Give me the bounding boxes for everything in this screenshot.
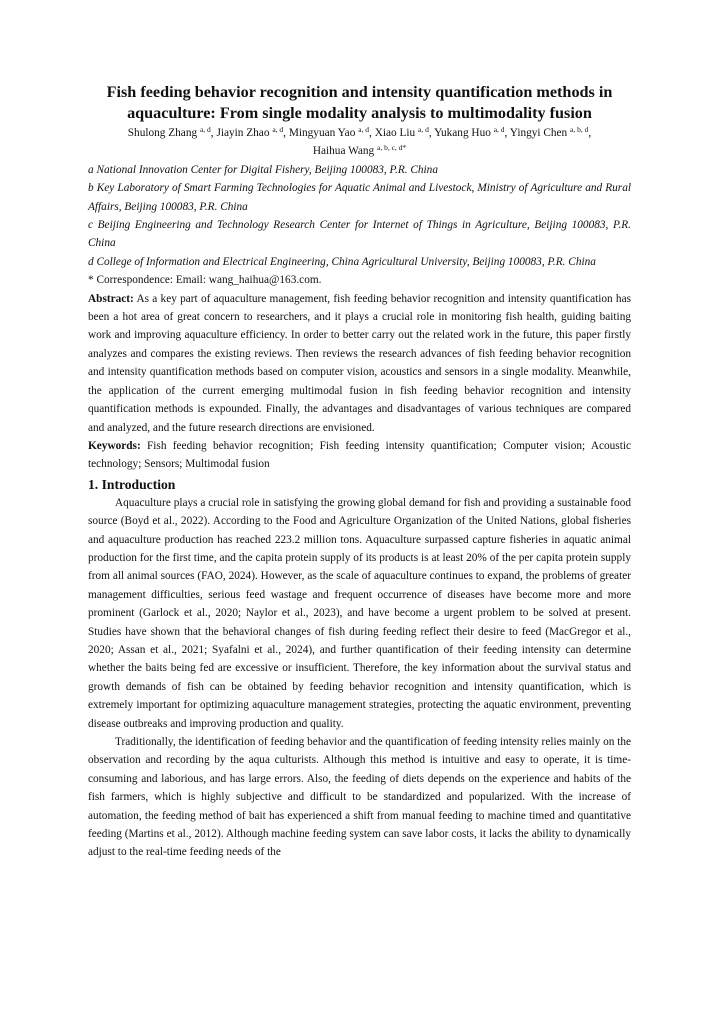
body-paragraph: Traditionally, the identification of feeding behavior and the quantification of feeding intensity relies mainly on the observation and recording by the aqua culturists. Although this method is intuitive and easy to operate, it is time-consuming and laborious, and has large errors. Also, the feeding of diets depends on the experience and habits of the fish farmers, which is highly subjective and difficult to be standardized and popularized. With the increase of automation, the feeding method of bait has experienced a shift from manual feeding to machine timed and quantitative feeding (Martins et al., 2012). Although machine feeding system can save labor costs, it lacks the ability to dynamically adjust to the real-time feeding needs of the bbox=[88, 736, 631, 859]
author: Jiayin Zhao $^{a, d}$, bbox=[216, 125, 289, 139]
body-paragraph: Aquaculture plays a crucial role in satisfying the growing global demand for fish and providing a sustainable food source (Boyd et al., 2022). According to the Food and Agriculture Organization of the United Nations, global fisheries and aquaculture production has reached 223.2 million tons. Aquaculture surpassed capture fisheries in aquatic animal production for the first time, and the capita protein supply of its products is at least 20% of the per capita protein supply from all animal sources (FAO, 2024). However, as the scale of aquaculture continues to expand, the problems of greater management difficulties, serious feed wastage and frequent occurrence of diseases have become more and more prominent (Garlock et al., 2020; Naylor et al., 2023), and have become a urgent problem to be solved at present. Studies have shown that the behavioral changes of fish during feeding reflect their desire to feed (MacGregor et al., 2020; Assan et al., 2021; Syafalni et al., 2024), and further quantification of their feeding intensity can determine whether the baits being fed are excessive or insufficient. Therefore, the key information about the survival status and growth demands of fish can be obtained by feeding behavior recognition and intensity quantification, which is extremely important for optimizing aquaculture management strategies, protecting the aquatic environment, preventing disease outbreaks and improving production and quality. bbox=[88, 496, 631, 730]
affiliation-a: a National Innovation Center for Digital Fishery, Beijing 100083, P.R. China bbox=[88, 163, 438, 176]
abstract-label: Abstract: bbox=[88, 292, 134, 305]
affiliation-d: d College of Information and Electrical Engineering, China Agricultural University, Beijing 100083, P.R. China bbox=[88, 255, 596, 268]
author: Shulong Zhang $^{a, d}$, bbox=[127, 125, 217, 139]
author: Mingyuan Yao $^{a, d}$, bbox=[288, 125, 375, 139]
correspondence: * Correspondence: Email: wang_haihua@163.com. bbox=[88, 274, 322, 287]
author: Haihua Wang $^{a, b, c, d*}$ bbox=[312, 143, 407, 158]
abstract-text: As a key part of aquaculture management, fish feeding behavior recognition and intensity quantification has been a hot area of great concern to researchers, and it plays a crucial role in monitoring fish health, guiding baiting work and improving aquaculture efficiency. In order to better carry out the related work in the future, this paper firstly analyzes and compares the existing reviews. Then reviews the research advances of fish feeding behavior recognition and intensity quantification methods based on computer vision, acoustics and sensors in a single modality. Meanwhile, the application of the current emerging multimodal fusion in fish feeding behavior recognition and intensity quantification methods is expounded. Finally, the advantages and disadvantages of various techniques are compared and analyzed, and the future research directions are envisioned. bbox=[88, 292, 631, 434]
paper-title: Fish feeding behavior recognition and intensity quantification methods in aquaculture: From single modality analysis to multimodality fusion bbox=[106, 83, 613, 122]
keywords-text: Fish feeding behavior recognition; Fish feeding intensity quantification; Computer vision; Acoustic technology; Sensors; Multimodal fusion bbox=[88, 439, 631, 471]
author: Xiao Liu $^{a, d}$, bbox=[374, 125, 435, 139]
section-heading: 1. Introduction bbox=[88, 476, 176, 492]
abstract bbox=[88, 290, 631, 437]
author: Yukang Huo $^{a, d}$, bbox=[434, 125, 510, 139]
author-list bbox=[88, 124, 631, 161]
paper-content bbox=[88, 82, 631, 862]
affiliation-b: b Key Laboratory of Smart Farming Technologies for Aquatic Animal and Livestock, Ministry of Agriculture and Rural Affairs, Beijing 100083, P.R. China bbox=[88, 182, 631, 213]
author: Yingyi Chen $^{a, b, d}$, bbox=[509, 125, 592, 139]
keywords bbox=[88, 437, 631, 474]
affiliation-c: c Beijing Engineering and Technology Research Center for Internet of Things in Agriculture, Beijing 100083, P.R. China bbox=[88, 219, 631, 250]
keywords-label: Keywords: bbox=[88, 439, 141, 452]
